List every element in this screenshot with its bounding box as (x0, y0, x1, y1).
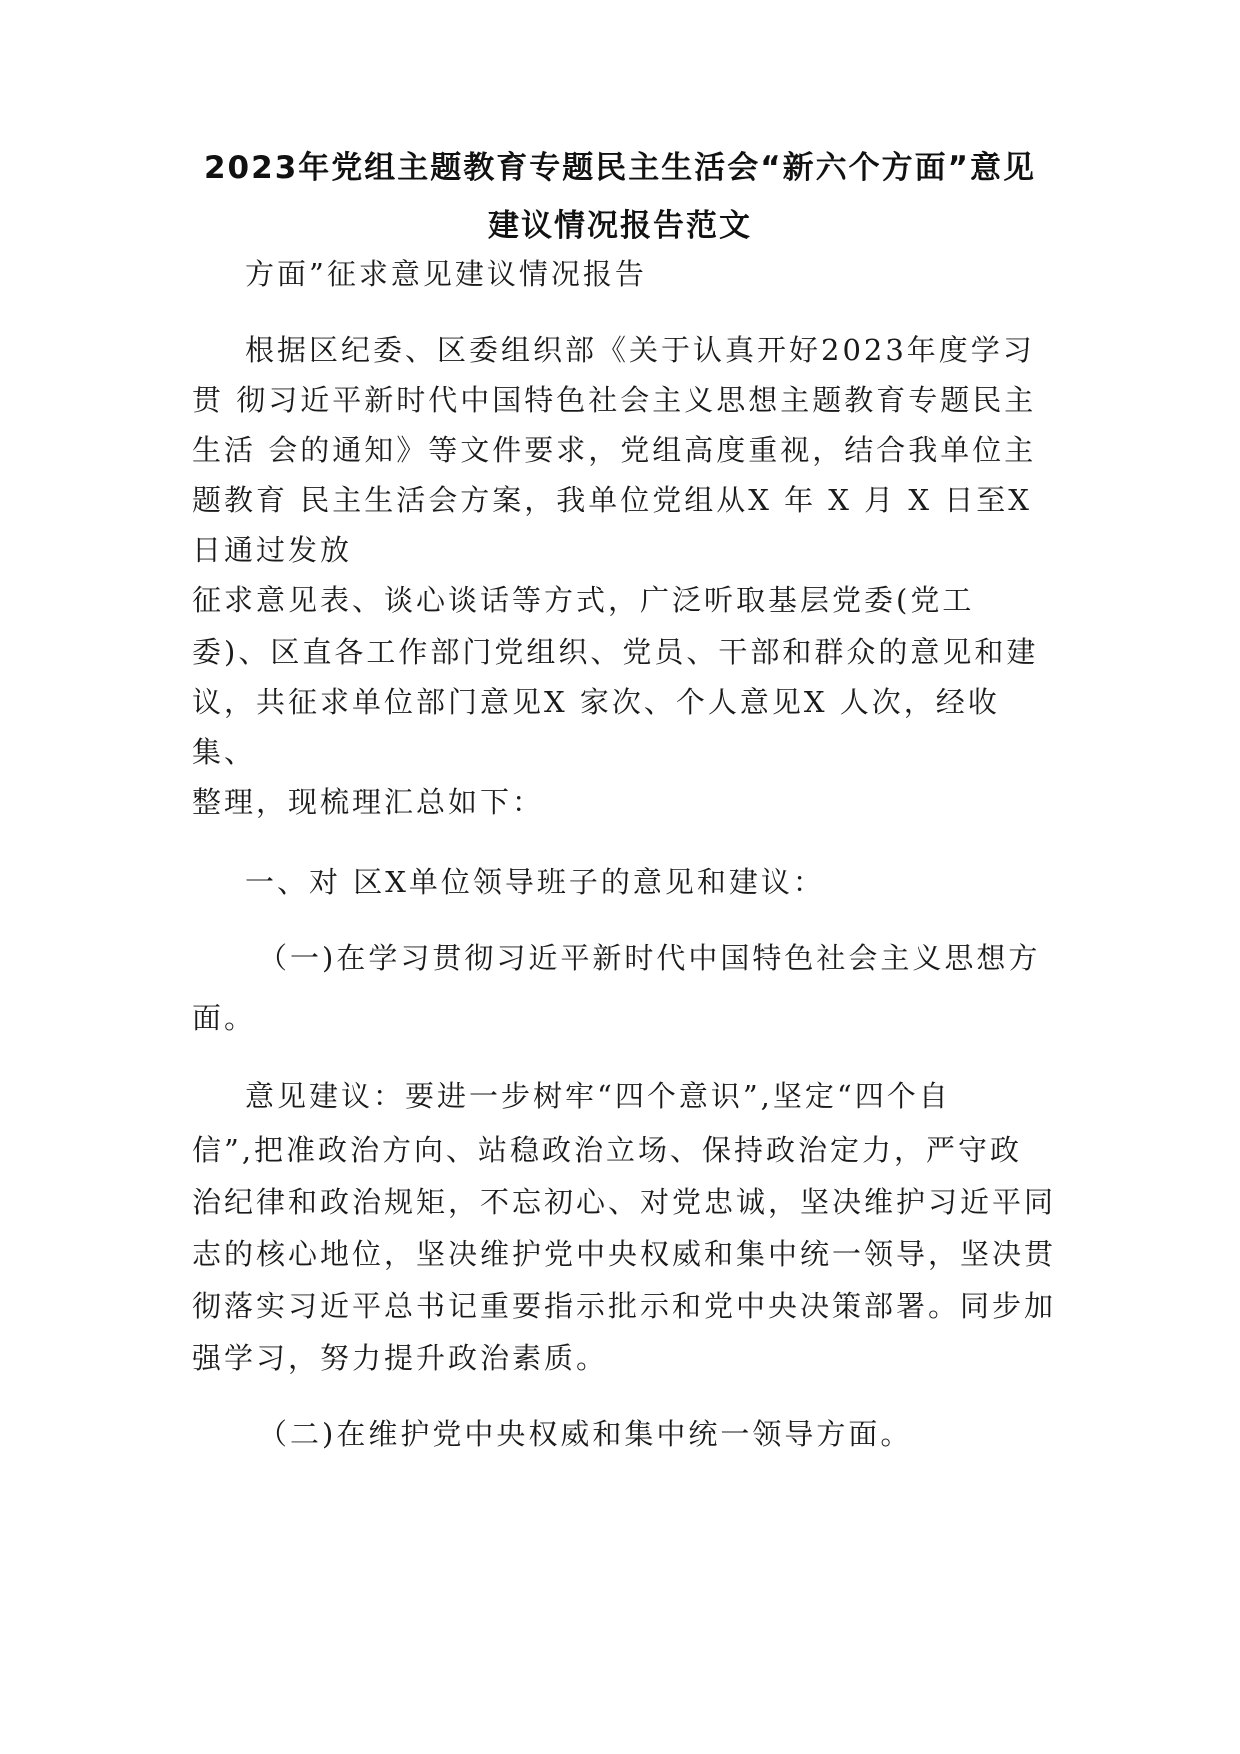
document-title-line-2: 建议情况报告范文 (488, 208, 752, 244)
document-subtitle: 方面”征求意见建议情况报告 (245, 257, 647, 291)
body-line: 信”,把准政治方向、站稳政治立场、保持政治定力，严守政 (192, 1133, 1023, 1167)
body-line: 治纪律和政治规矩，不忘初心、对党忠诚，坚决维护习近平同 (192, 1185, 1057, 1219)
subsection-heading-1: （一)在学习贯彻习近平新时代中国特色社会主义思想方 (258, 941, 1041, 975)
body-line: 日通过发放 (192, 533, 353, 567)
body-line: 志的核心地位，坚决维护党中央权威和集中统一领导，坚决贯 (192, 1237, 1057, 1271)
body-line: 意见建议：要进一步树牢“四个意识”,坚定“四个自 (245, 1079, 951, 1113)
body-line: 征求意见表、谈心谈话等方式，广泛听取基层党委(党工 (192, 583, 975, 617)
body-line: 委)、区直各工作部门党组织、党员、干部和群众的意见和建 (192, 635, 1039, 669)
body-line: 议，共征求单位部门意见X 家次、个人意见X 人次，经收 (192, 685, 1000, 719)
body-line: 贯 彻习近平新时代中国特色社会主义思想主题教育专题民主 (192, 383, 1037, 417)
subsection-heading-2: （二)在维护党中央权威和集中统一领导方面。 (258, 1417, 913, 1451)
body-line: 生活 会的通知》等文件要求，党组高度重视，结合我单位主 (192, 433, 1037, 467)
body-line: 面。 (192, 1001, 257, 1035)
body-line: 集、 (192, 735, 257, 769)
body-line: 整理，现梳理汇总如下： (192, 785, 545, 819)
body-line: 题教育 民主生活会方案，我单位党组从X 年 X 月 X 日至X (192, 483, 1032, 517)
document-title-line-1: 2023年党组主题教育专题民主生活会“新六个方面”意见 (203, 150, 1037, 186)
body-line: 强学习，努力提升政治素质。 (192, 1341, 609, 1375)
body-line: 根据区纪委、区委组织部《关于认真开好2023年度学习 (245, 333, 1035, 367)
section-heading-1: 一、对 区X单位领导班子的意见和建议： (245, 865, 825, 899)
body-line: 彻落实习近平总书记重要指示批示和党中央决策部署。同步加 (192, 1289, 1057, 1323)
